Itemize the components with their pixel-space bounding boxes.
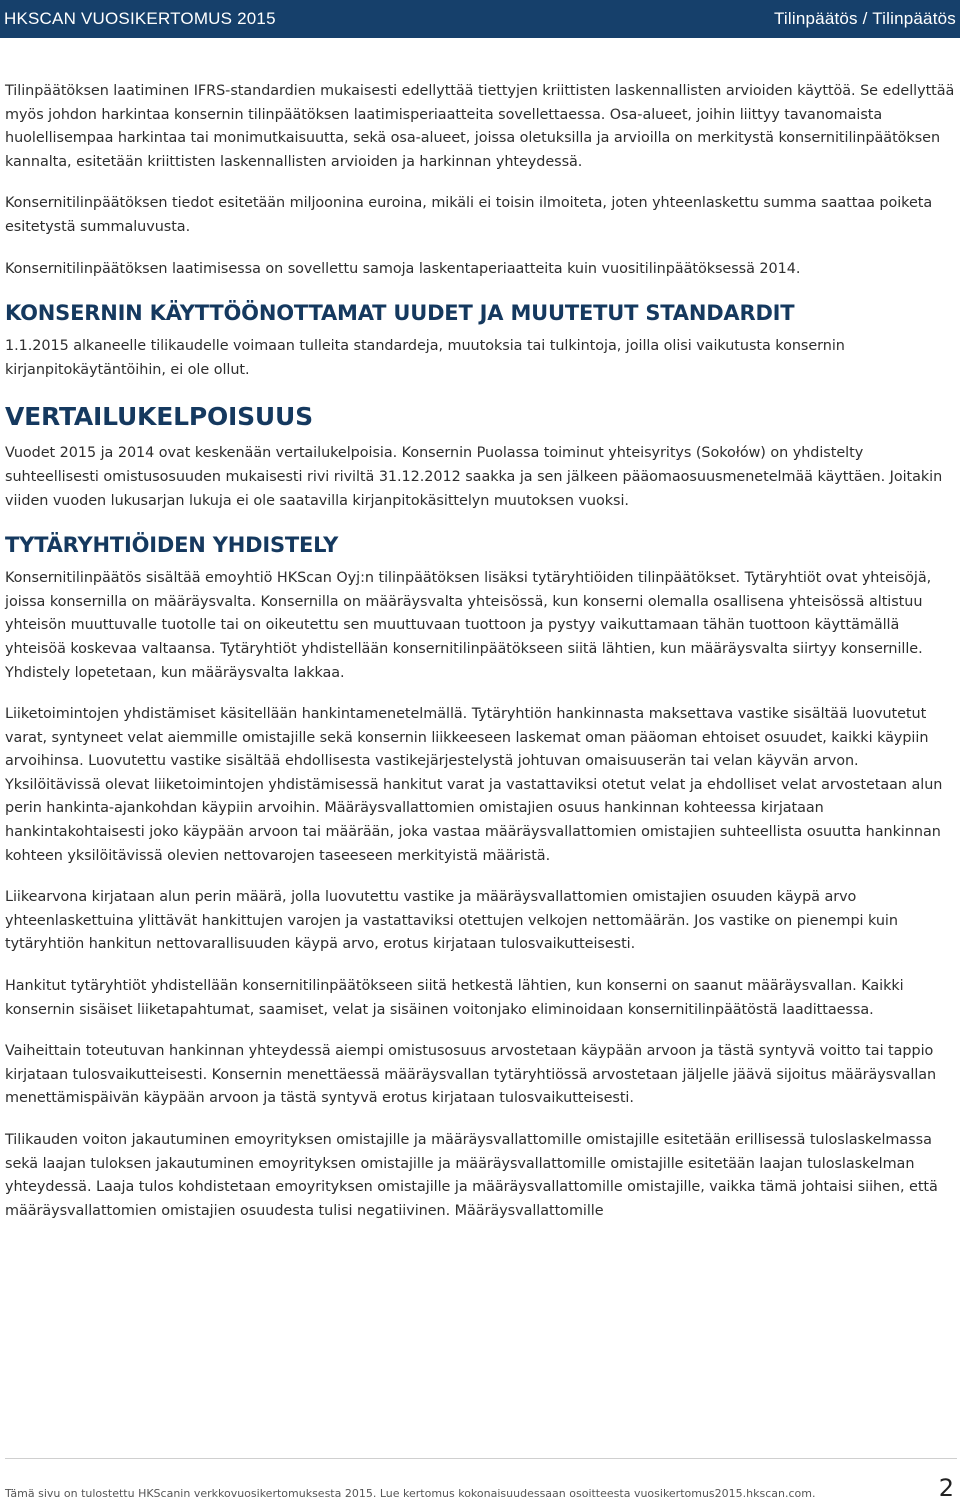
section-heading-consolidation: TYTÄRYHTIÖIDEN YHDISTELY (5, 533, 339, 558)
section-paragraph: Tilikauden voiton jakautuminen emoyrityksen omistajille ja määräysvallattomille omistajille esitetään erillisessä tuloslaskelmassa sekä laajan tuloksen jakautuminen emoyrityksen omistajille ja määräysvallattomille omistajille esitetään laajan tuloslaskelman yhteydessä. Laaja tulos kohdistetaan emoyrityksen omistajille ja määräysvallattomille omistajille, vaikka tämä johtaisi siihen, että määräysvallattomien omistajien osuudesta tulisi negatiivinen. Määräysvallattomille (5, 1132, 938, 1219)
page-number: 2 (938, 1474, 954, 1502)
intro-paragraph: Konsernitilinpäätöksen tiedot esitetään miljoonina euroina, mikäli ei toisin ilmoiteta, joten yhteenlaskettu summa saattaa poiketa esitetystä summaluvusta. (5, 195, 933, 235)
section-paragraph: Konsernitilinpäätös sisältää emoyhtiö HKScan Oyj:n tilinpäätöksen lisäksi tytäryhtiöiden tilinpäätökset. Tytäryhtiöt ovat yhteisöjä, joissa konsernilla on määräysvalta. Konsernilla on määräysvalta yhteisössä, kun konserni olemalla osallisena yhteisössä altistuu yhteisön muuttuvalle tuotolle tai on oikeutettu sen muuttuvaan tuottoon ja pystyy vaikuttamaan tähän tuottoon käyttämällä yhteisöä koskevaa valtaansa. Tytäryhtiöt yhdistellään konsernitilinpäätökseen siitä lähtien, kun määräysvalta siirtyy konsernille. Yhdistely lopetetaan, kun määräysvalta lakkaa. (5, 570, 932, 681)
intro-paragraph: Tilinpäätöksen laatiminen IFRS-standardien mukaisesti edellyttää tiettyjen kriittisten laskennallisten arvioiden käyttöä. Se edellyttää myös johdon harkintaa konsernin tilinpäätöksen laatimisperiaatteita sovellettaessa. Osa-alueet, joihin liittyy tavanomaista huolellisempaa harkintaa tai monimutkaisuutta, sekä osa-alueet, joissa oletuksilla ja arvioilla on merkitystä konsernitilinpäätöksen kannalta, esitetään kriittisten laskennallisten arvioiden ja harkinnan yhteydessä. (5, 83, 955, 170)
footer-note: Tämä sivu on tulostettu HKScanin verkkovuosikertomuksesta 2015. Lue kertomus kokonaisuudessaan osoitteesta vuosikertomus2015.hkscan.com. (5, 1487, 816, 1500)
document-body (5, 80, 957, 1241)
page-header (0, 0, 960, 38)
intro-paragraph: Konsernitilinpäätöksen laatimisessa on sovellettu samoja laskentaperiaatteita kuin vuositilinpäätöksessä 2014. (5, 260, 801, 277)
footer-divider (5, 1458, 957, 1459)
report-title: HKSCAN VUOSIKERTOMUS 2015 (4, 9, 276, 28)
section-heading-comparability: VERTAILUKELPOISUUS (5, 402, 313, 432)
section-paragraph: Liiketoimintojen yhdistämiset käsitellään hankintamenetelmällä. Tytäryhtiön hankinnasta maksettava vastike sisältää luovutetut varat, syntyneet velat aiemmille omistajille sekä konsernin liikkeeseen laskemat oman pääoman ehtoiset osuudet, kaikki käypiin arvoihinsa. Luovutettu vastike sisältää ehdollisesta vastikejärjestelystä johtuvan omaisuuserän tai velan käyvän arvon. Yksilöitävissä olevat liiketoimintojen yhdistämisessä hankitut varat ja vastattaviksi otetut velat ja ehdolliset velat arvostetaan alun perin hankinta-ajankohdan käypiin arvoihin. Määräysvallattomien omistajien osuus hankinnan kohteessa kirjataan hankintakohtaisesti joko käypään arvoon tai määrään, joka vastaa määräysvallattomien omistajien suhteellista osuutta hankinnan kohteen yksilöitävissä olevien nettovarojen taseeseen merkityistä määristä. (5, 706, 943, 864)
section-paragraph: Hankitut tytäryhtiöt yhdistellään konsernitilinpäätökseen siitä hetkestä lähtien, kun konserni on saanut määräysvallan. Kaikki konsernin sisäiset liiketapahtumat, saamiset, velat ja sisäinen voitonjako eliminoidaan konsernitilinpäätöstä laadittaessa. (5, 978, 904, 1018)
section-paragraph: 1.1.2015 alkaneelle tilikaudelle voimaan tulleita standardeja, muutoksia tai tulkintoja, joilla olisi vaikutusta konsernin kirjanpitokäytäntöihin, ei ole ollut. (5, 338, 845, 378)
section-paragraph: Liikearvona kirjataan alun perin määrä, jolla luovutettu vastike ja määräysvallattomien omistajien osuuden käypä arvo yhteenlaskettuina ylittävät hankittujen varojen ja vastattaviksi otettujen velkojen nettomäärän. Jos vastike on pienempi kuin tytäryhtiön hankitun nettovarallisuuden käypä arvo, erotus kirjataan tulosvaikutteisesti. (5, 889, 898, 953)
section-heading-standards: KONSERNIN KÄYTTÖÖNOTTAMAT UUDET JA MUUTETUT STANDARDIT (5, 301, 795, 326)
section-paragraph: Vuodet 2015 ja 2014 ovat keskenään vertailukelpoisia. Konsernin Puolassa toiminut yhteisyritys (Sokołów) on yhdistelty suhteellisesti omistusosuuden mukaisesti rivi riviltä 31.12.2012 saakka ja sen jälkeen pääomaosuusmenetelmää käyttäen. Joitakin viiden vuoden lukusarjan lukuja ei ole saatavilla kirjanpitokäsittelyn muutoksen vuoksi. (5, 445, 943, 509)
breadcrumb: Tilinpäätös / Tilinpäätös (773, 9, 956, 28)
section-paragraph: Vaiheittain toteutuvan hankinnan yhteydessä aiempi omistusosuus arvostetaan käypään arvoon ja tästä syntyvä voitto tai tappio kirjataan tulosvaikutteisesti. Konsernin menettäessä määräysvallan tytäryhtiössä arvostetaan jäljelle jäävä sijoitus määräysvallan menettämispäivän käypään arvoon ja tästä syntyvä erotus kirjataan tulosvaikutteisesti. (5, 1043, 937, 1107)
